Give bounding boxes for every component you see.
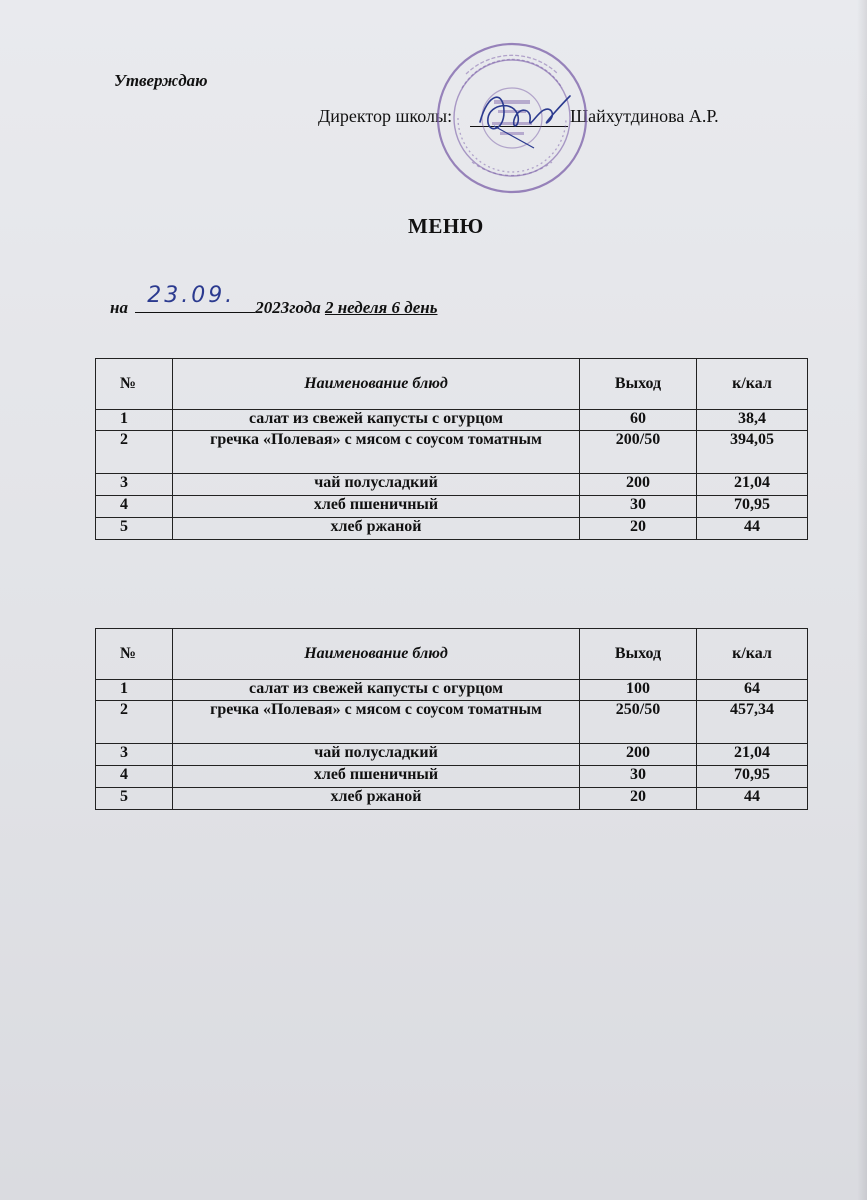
row-num: 4: [96, 496, 173, 518]
row-output: 100: [580, 680, 697, 701]
table-row: [96, 496, 808, 518]
approve-label: Утверждаю: [114, 71, 208, 90]
row-dish-name: салат из свежей капусты с огурцом: [173, 410, 580, 431]
page-title: МЕНЮ: [408, 214, 484, 238]
row-kcal: 21,04: [697, 744, 808, 766]
row-kcal: 394,05: [697, 431, 808, 474]
date-year: 2023года: [255, 298, 321, 317]
row-dish-name: хлеб ржаной: [173, 788, 580, 810]
col-header-output: Выход: [580, 629, 697, 680]
row-output: 20: [580, 518, 697, 540]
row-dish-name: гречка «Полевая» с мясом с соусом томатным: [173, 431, 580, 474]
handwritten-signature: [474, 82, 574, 152]
date-line: [110, 283, 438, 318]
table-row: [96, 744, 808, 766]
row-dish-name: чай полусладкий: [173, 744, 580, 766]
row-kcal: 70,95: [697, 766, 808, 788]
col-header-name: Наименование блюд: [173, 359, 580, 410]
menu-table-1: [95, 358, 808, 540]
row-dish-name: хлеб пшеничный: [173, 496, 580, 518]
row-num: 1: [96, 680, 173, 701]
col-header-num: №: [96, 359, 173, 410]
row-output: 30: [580, 766, 697, 788]
table-header-row: [96, 359, 808, 410]
row-dish-name: салат из свежей капусты с огурцом: [173, 680, 580, 701]
col-header-num: №: [96, 629, 173, 680]
menu-table-2: [95, 628, 808, 810]
col-header-kcal: к/кал: [697, 359, 808, 410]
director-name: Шайхутдинова А.Р.: [570, 106, 719, 126]
table-row: [96, 788, 808, 810]
table-row: [96, 701, 808, 744]
row-num: 2: [96, 431, 173, 474]
row-output: 200: [580, 744, 697, 766]
row-kcal: 457,34: [697, 701, 808, 744]
row-dish-name: гречка «Полевая» с мясом с соусом томатным: [173, 701, 580, 744]
col-header-output: Выход: [580, 359, 697, 410]
row-output: 200: [580, 474, 697, 496]
table-row: [96, 766, 808, 788]
table-row: [96, 410, 808, 431]
date-prefix: на: [110, 298, 128, 317]
row-kcal: 64: [697, 680, 808, 701]
row-output: 20: [580, 788, 697, 810]
col-header-kcal: к/кал: [697, 629, 808, 680]
row-kcal: 38,4: [697, 410, 808, 431]
row-output: 200/50: [580, 431, 697, 474]
row-num: 4: [96, 766, 173, 788]
row-num: 5: [96, 788, 173, 810]
table-header-row: [96, 629, 808, 680]
row-num: 2: [96, 701, 173, 744]
paper-edge-shadow: [857, 0, 867, 1200]
row-dish-name: чай полусладкий: [173, 474, 580, 496]
row-dish-name: хлеб ржаной: [173, 518, 580, 540]
row-output: 60: [580, 410, 697, 431]
week-day-label: 2 неделя 6 день: [324, 298, 438, 317]
row-kcal: 44: [697, 518, 808, 540]
table-row: [96, 431, 808, 474]
row-kcal: 44: [697, 788, 808, 810]
handwritten-date: 23.09.: [147, 283, 236, 308]
row-kcal: 21,04: [697, 474, 808, 496]
row-kcal: 70,95: [697, 496, 808, 518]
row-num: 3: [96, 474, 173, 496]
row-output: 30: [580, 496, 697, 518]
table-row: [96, 474, 808, 496]
director-label: Директор школы:: [318, 106, 453, 126]
row-num: 5: [96, 518, 173, 540]
table-row: [96, 518, 808, 540]
table-row: [96, 680, 808, 701]
row-dish-name: хлеб пшеничный: [173, 766, 580, 788]
row-num: 1: [96, 410, 173, 431]
row-output: 250/50: [580, 701, 697, 744]
col-header-name: Наименование блюд: [173, 629, 580, 680]
row-num: 3: [96, 744, 173, 766]
date-blank: [135, 283, 255, 313]
